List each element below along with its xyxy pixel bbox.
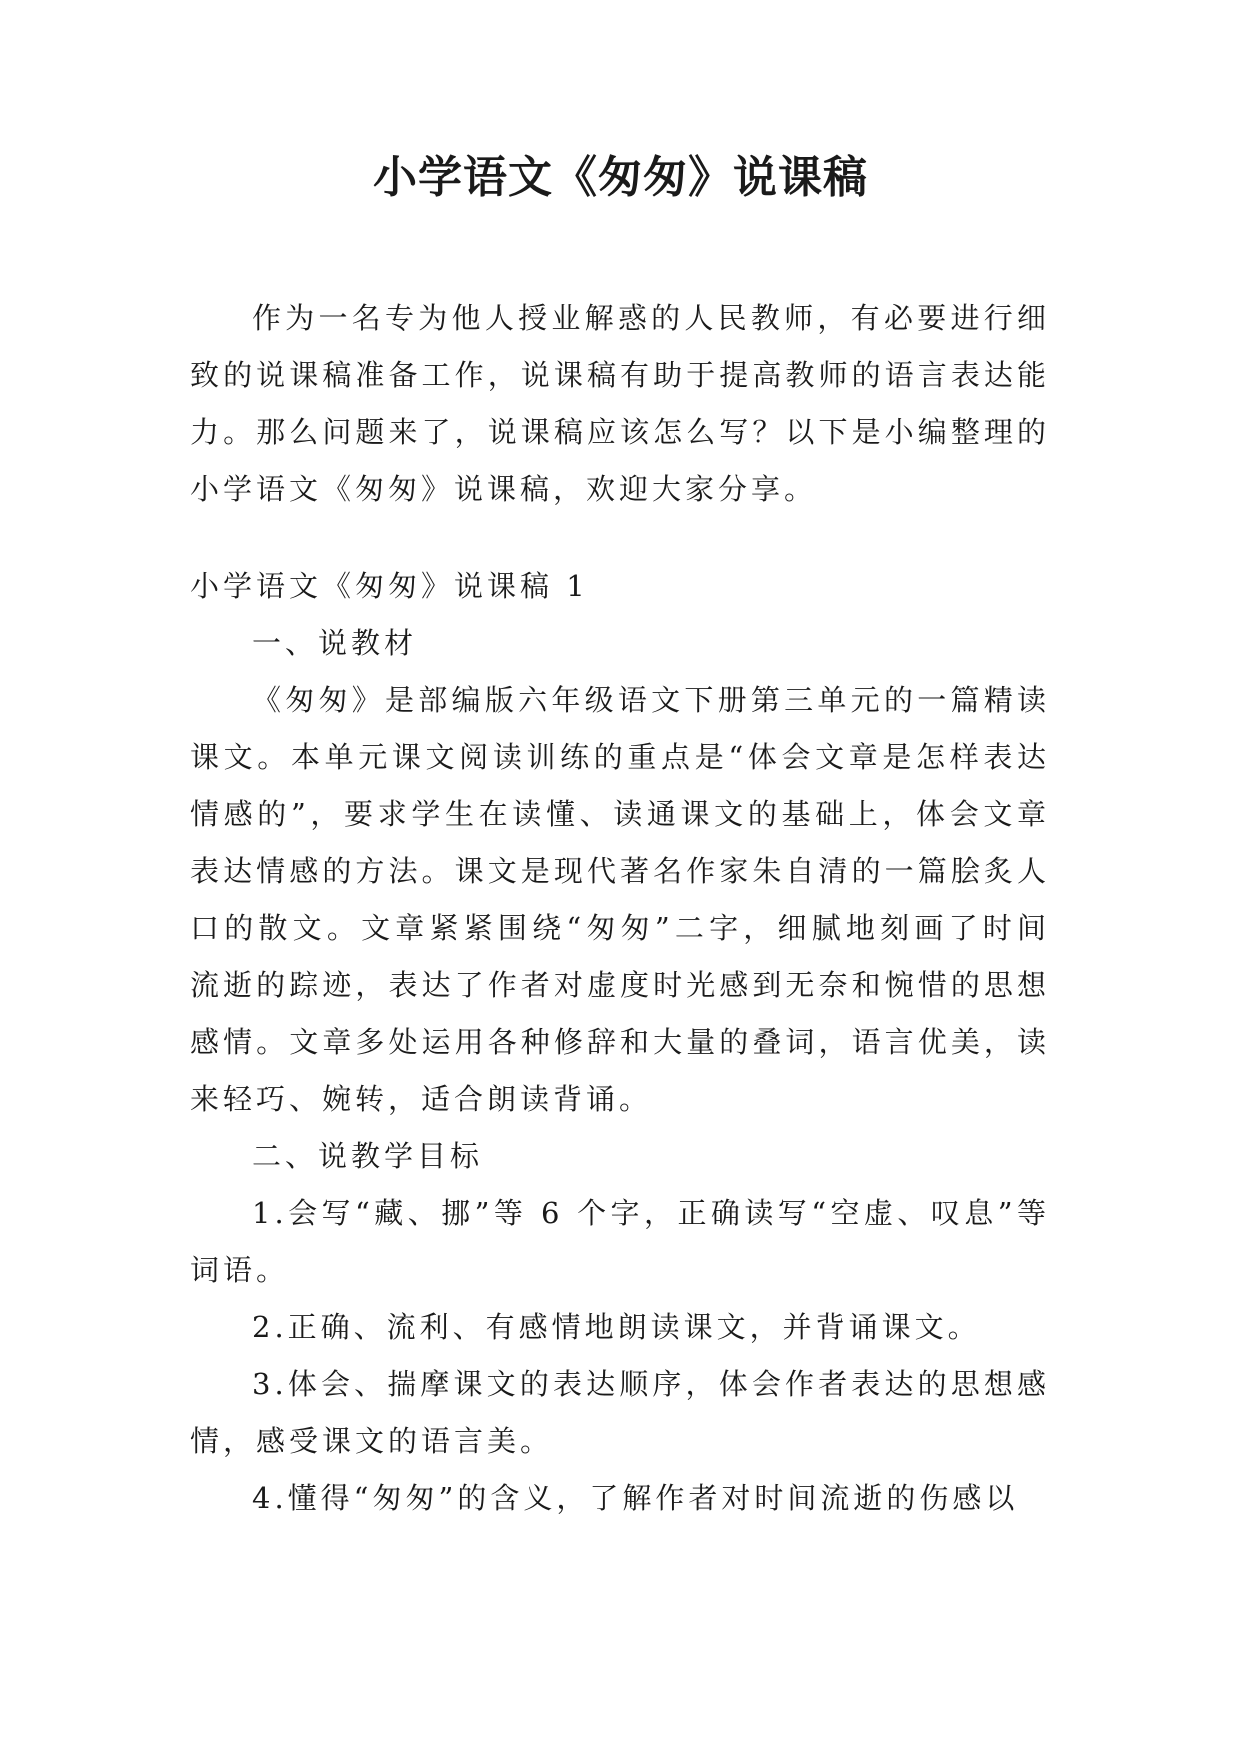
spacer (190, 518, 1050, 558)
document-body (190, 290, 1050, 1527)
intro-paragraph: 作为一名专为他人授业解惑的人民教师，有必要进行细致的说课稿准备工作，说课稿有助于提高教师的语言表达能力。那么问题来了，说课稿应该怎么写？以下是小编整理的小学语文《匆匆》说课稿，欢迎大家分享。 (190, 301, 1050, 506)
paragraph-textbook: 《匆匆》是部编版六年级语文下册第三单元的一篇精读课文。本单元课文阅读训练的重点是“体会文章是怎样表达情感的”，要求学生在读懂、读通课文的基础上，体会文章表达情感的方法。课文是现代著名作家朱自清的一篇脍炙人口的散文。文章紧紧围绕“匆匆”二字，细腻地刻画了时间流逝的踪迹，表达了作者对虚度时光感到无奈和惋惜的思想感情。文章多处运用各种修辞和大量的叠词，语言优美，读来轻巧、婉转，适合朗读背诵。 (190, 683, 1050, 1116)
document-title: 小学语文《匆匆》说课稿 (373, 152, 868, 203)
goal-item-2: 2.正确、流利、有感情地朗读课文，并背诵课文。 (252, 1310, 981, 1344)
goal-item-3: 3.体会、揣摩课文的表达顺序，体会作者表达的思想感情，感受课文的语言美。 (190, 1367, 1050, 1458)
goal-item-1: 1.会写“藏、挪”等 6 个字，正确读写“空虚、叹息”等词语。 (190, 1196, 1050, 1287)
heading-textbook: 一、说教材 (252, 626, 418, 660)
goal-item-4: 4.懂得“匆匆”的含义，了解作者对时间流逝的伤感以 (252, 1481, 1019, 1515)
heading-teaching-goals: 二、说教学目标 (252, 1139, 484, 1173)
section-title: 小学语文《匆匆》说课稿 1 (190, 569, 589, 603)
